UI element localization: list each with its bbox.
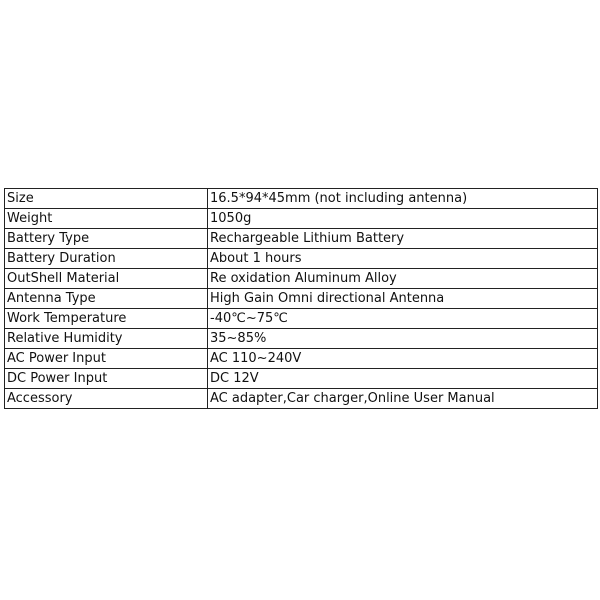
spec-value: High Gain Omni directional Antenna bbox=[208, 289, 598, 309]
spec-value: 1050g bbox=[208, 209, 598, 229]
table-row bbox=[5, 309, 598, 329]
spec-value: AC 110~240V bbox=[208, 349, 598, 369]
spec-label: OutShell Material bbox=[5, 269, 208, 289]
spec-label: Battery Duration bbox=[5, 249, 208, 269]
spec-value: 35~85% bbox=[208, 329, 598, 349]
spec-label: Battery Type bbox=[5, 229, 208, 249]
table-row bbox=[5, 209, 598, 229]
table-row bbox=[5, 269, 598, 289]
spec-label: Weight bbox=[5, 209, 208, 229]
spec-value: Rechargeable Lithium Battery bbox=[208, 229, 598, 249]
table-row bbox=[5, 289, 598, 309]
spec-label: Size bbox=[5, 189, 208, 209]
spec-label: Accessory bbox=[5, 389, 208, 409]
spec-value: DC 12V bbox=[208, 369, 598, 389]
table-row bbox=[5, 249, 598, 269]
spec-value: AC adapter,Car charger,Online User Manual bbox=[208, 389, 598, 409]
spec-value: Re oxidation Aluminum Alloy bbox=[208, 269, 598, 289]
spec-table bbox=[4, 188, 598, 409]
spec-label: Relative Humidity bbox=[5, 329, 208, 349]
spec-value: 16.5*94*45mm (not including antenna) bbox=[208, 189, 598, 209]
table-row bbox=[5, 329, 598, 349]
spec-label: Work Temperature bbox=[5, 309, 208, 329]
table-row bbox=[5, 229, 598, 249]
spec-value: -40℃~75℃ bbox=[208, 309, 598, 329]
spec-label: Antenna Type bbox=[5, 289, 208, 309]
spec-table-body bbox=[5, 189, 598, 409]
spec-label: DC Power Input bbox=[5, 369, 208, 389]
spec-label: AC Power Input bbox=[5, 349, 208, 369]
table-row bbox=[5, 369, 598, 389]
table-row bbox=[5, 349, 598, 369]
spec-value: About 1 hours bbox=[208, 249, 598, 269]
table-row bbox=[5, 389, 598, 409]
table-row bbox=[5, 189, 598, 209]
